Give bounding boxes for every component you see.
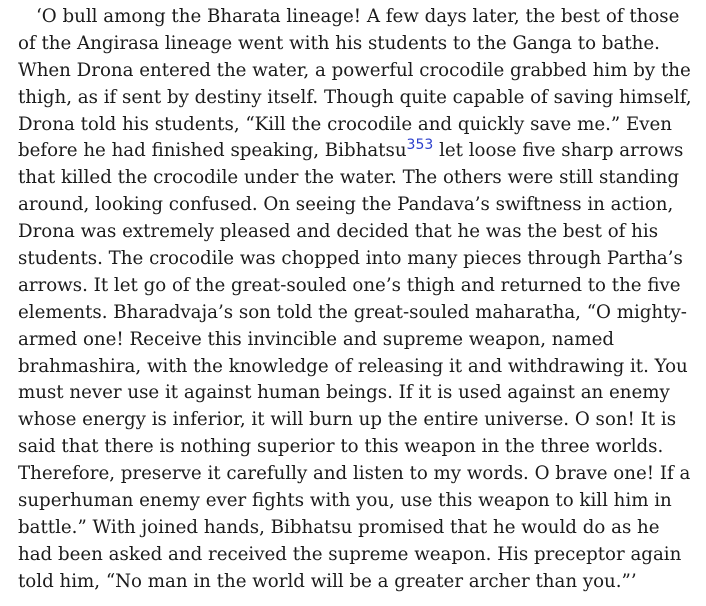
text-line: brahmashira, with the knowledge of releasing it and withdrawing it. You: [18, 355, 688, 377]
text-line: Drona was extremely pleased and decided that he was the best of his: [18, 221, 659, 243]
footnote-link[interactable]: 353: [406, 137, 434, 154]
text-line: said that there is nothing superior to this weapon in the three worlds.: [18, 436, 664, 458]
text-line: ‘O bull among the Bharata lineage! A few days later, the best of those: [36, 6, 680, 27]
text-line: Therefore, preserve it carefully and listen to my words. O brave one! If a: [18, 463, 691, 485]
text-line: elements. Bharadvaja’s son told the great-souled maharatha, “O mighty-: [18, 301, 687, 323]
text-line: armed one! Receive this invincible and supreme weapon, named: [18, 328, 614, 350]
text-line: must never use it against human beings. If it is used against an enemy: [18, 382, 670, 404]
text-line: When Drona entered the water, a powerful crocodile grabbed him by the: [18, 59, 691, 81]
text-line: that killed the crocodile under the water. The others were still standing: [18, 167, 679, 189]
passage-paragraph: [18, 4, 696, 596]
text-line: around, looking confused. On seeing the Pandava’s swiftness in action,: [18, 194, 674, 216]
text-segment: let loose five sharp arrows: [433, 140, 684, 162]
text-segment: before he had finished speaking, Bibhatsu: [18, 140, 407, 162]
text-line-with-footnote: [18, 138, 696, 165]
text-line: students. The crocodile was chopped into many pieces through Partha’s: [18, 248, 683, 270]
text-line: of the Angirasa lineage went with his students to the Ganga to bathe.: [18, 32, 660, 54]
text-line: had been asked and received the supreme weapon. His preceptor again: [18, 543, 682, 565]
text-line: superhuman enemy ever fights with you, use this weapon to kill him in: [18, 490, 672, 512]
text-line: thigh, as if sent by destiny itself. Though quite capable of saving himself,: [18, 86, 692, 108]
text-line: whose energy is inferior, it will burn up the entire universe. O son! It is: [18, 409, 677, 431]
text-line: arrows. It let go of the great-souled one’s thigh and returned to the five: [18, 274, 681, 296]
text-line: told him, “No man in the world will be a greater archer than you.”’: [18, 570, 637, 592]
text-line: Drona told his students, “Kill the crocodile and quickly save me.” Even: [18, 113, 672, 135]
text-line: battle.” With joined hands, Bibhatsu promised that he would do as he: [18, 516, 660, 538]
